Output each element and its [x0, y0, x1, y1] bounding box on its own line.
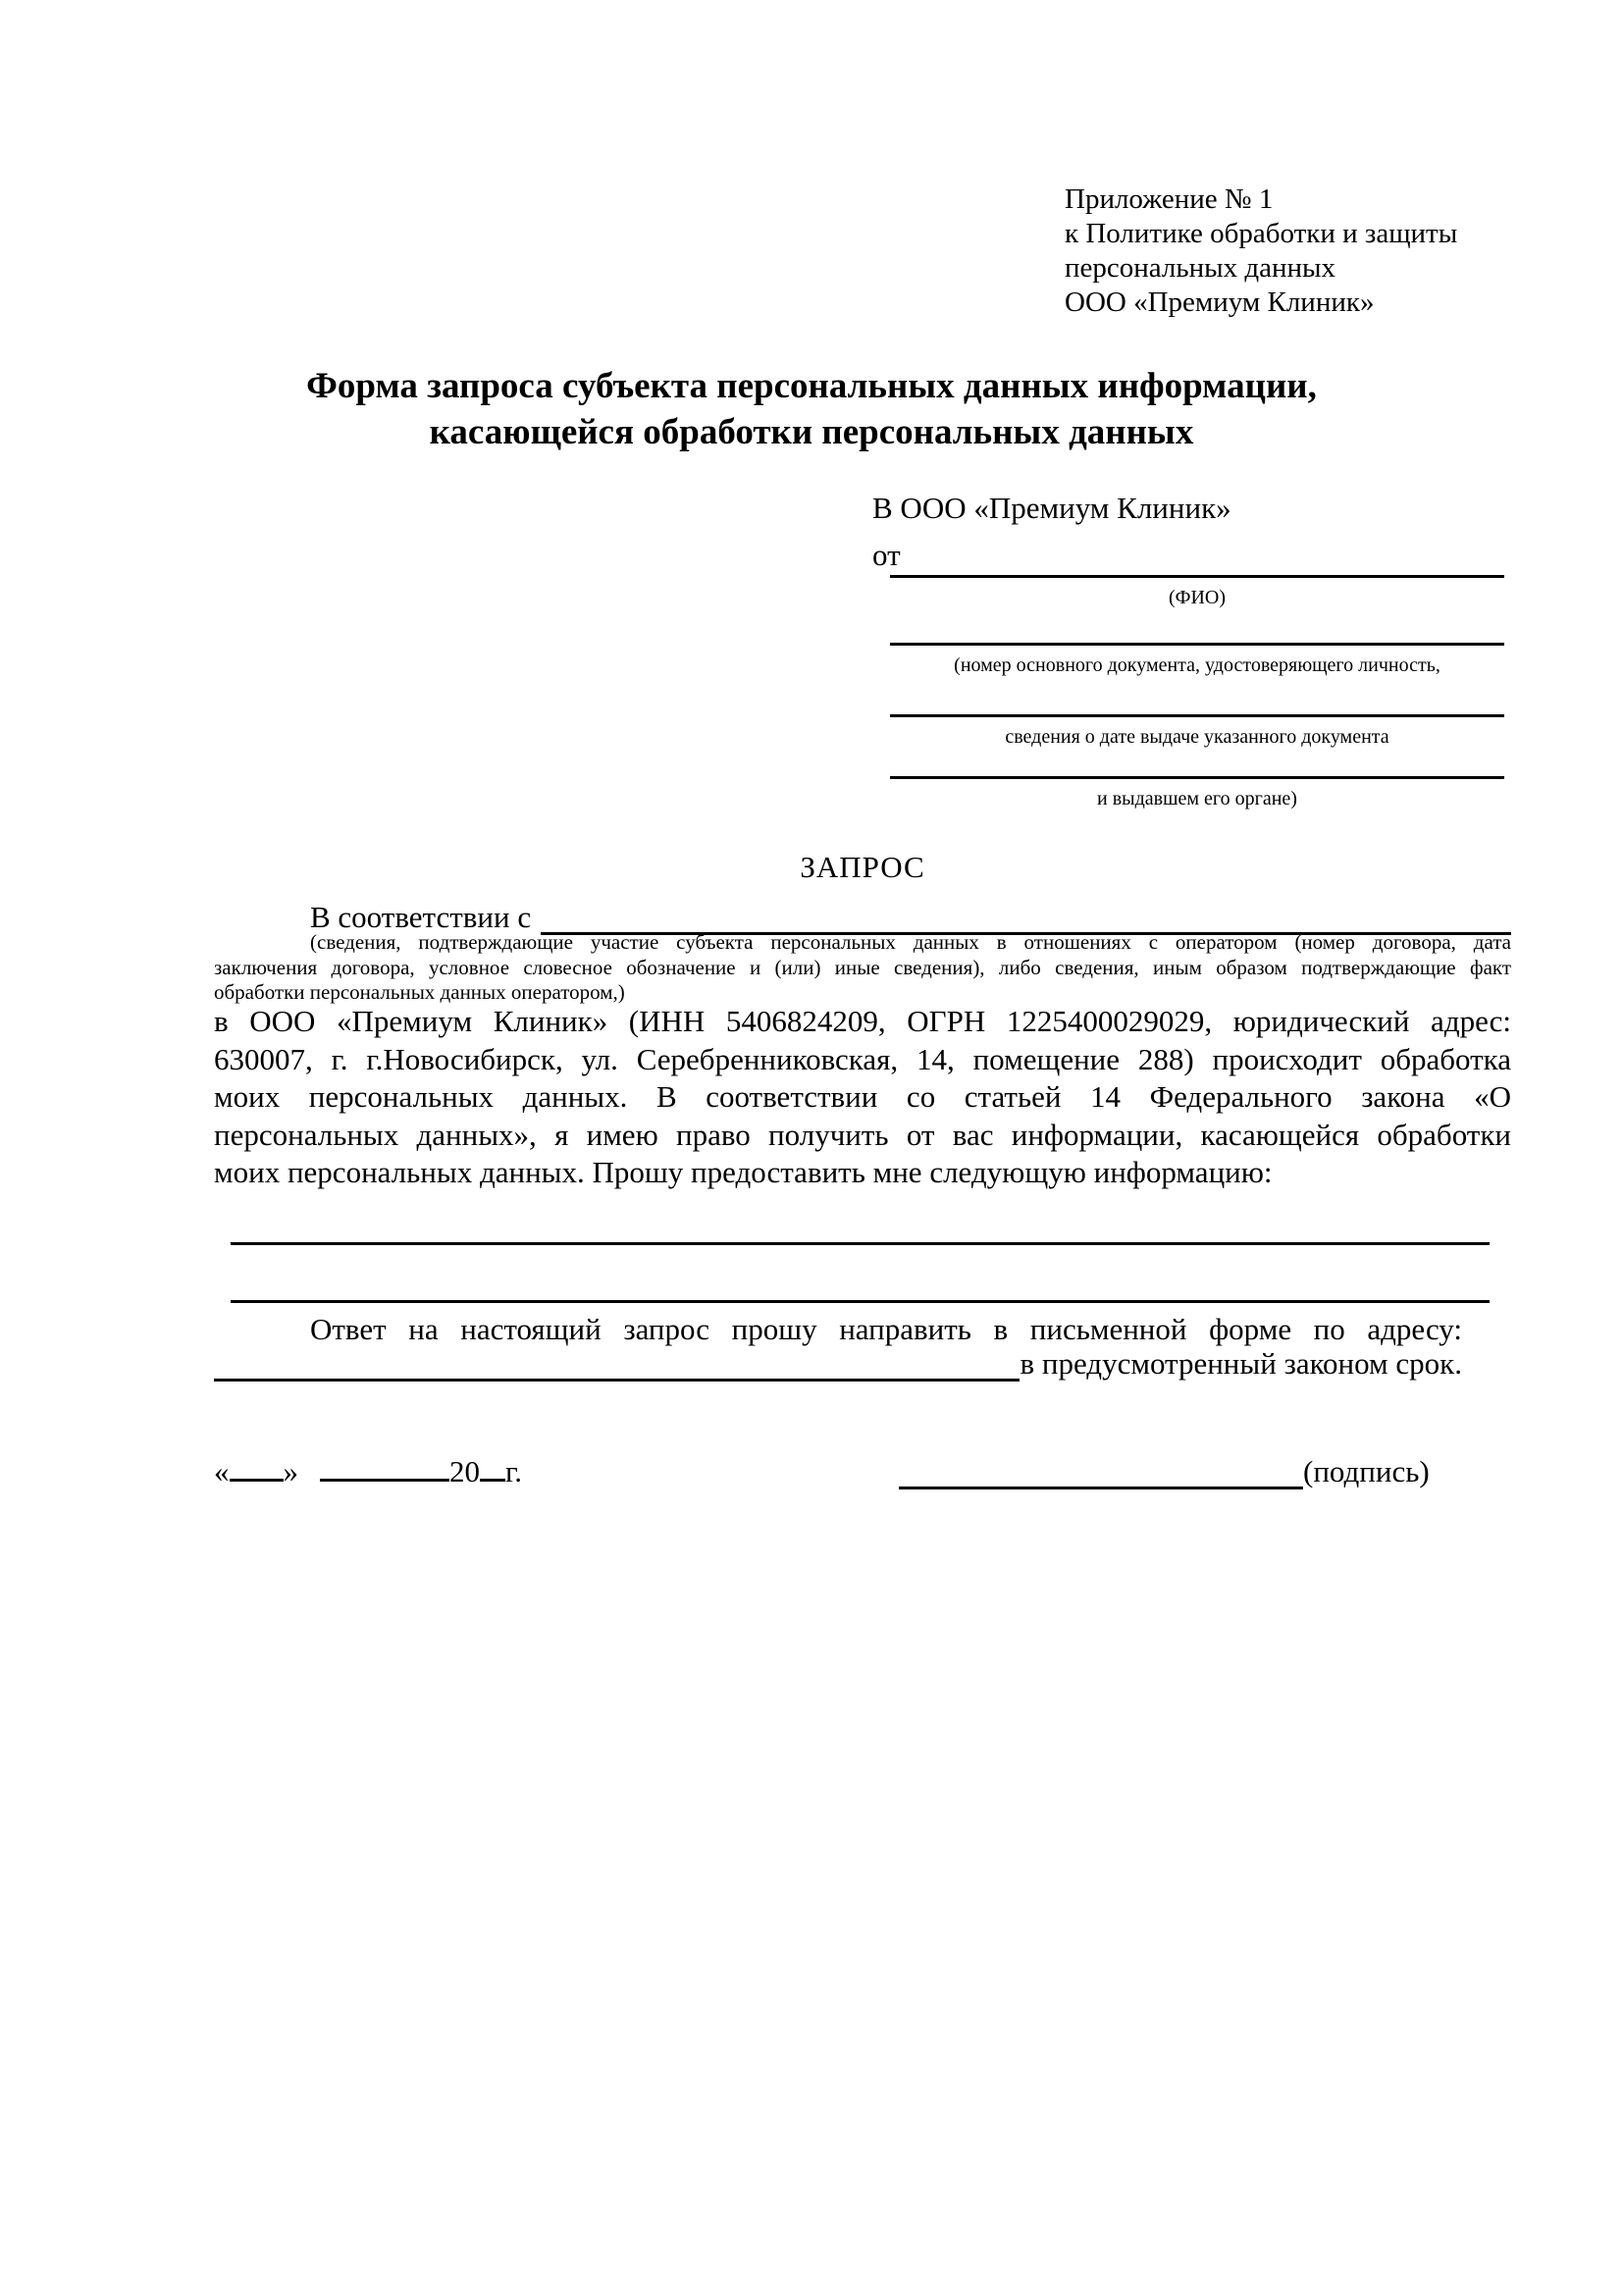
body-line-3: моих персональных данных. В соответствии со статьей 14 Федерального закона «О [214, 1079, 1511, 1115]
appendix-line-2: к Политике обработки и защиты [1065, 218, 1458, 249]
document-issuer-caption: и выдавшем его органе) [1097, 788, 1297, 809]
document-issuer-blank-line [890, 776, 1504, 779]
appendix-reference-block [1065, 183, 1457, 320]
information-blank-line-2 [231, 1300, 1490, 1303]
addressee-block [872, 485, 1231, 579]
date-year-prefix: 20 [449, 1454, 480, 1488]
appendix-line-3: персональных данных [1065, 252, 1336, 284]
reply-tail-text: в предусмотренный законом срок. [1020, 1346, 1462, 1381]
date-close-quote: » [283, 1454, 298, 1488]
reply-address-row [214, 1346, 1462, 1382]
date-year-suffix: г. [505, 1454, 522, 1488]
appendix-line-1: Приложение № 1 [1065, 183, 1274, 215]
fineprint-line-1: (сведения, подтверждающие участие субъекта персональных данных в отношениях с оператором (номер договора, дата [310, 930, 1511, 954]
document-title [98, 363, 1525, 455]
appendix-line-4: ООО «Премиум Клиник» [1065, 287, 1375, 318]
fio-caption: (ФИО) [1168, 587, 1226, 608]
fio-blank-line [890, 575, 1504, 578]
fineprint-line-3: обработки персональных данных оператором,) [214, 980, 625, 1004]
date-row [214, 1454, 522, 1489]
date-day-blank [230, 1454, 284, 1482]
reply-instruction-line: Ответ на настоящий запрос прошу направить в письменной форме по адресу: [310, 1312, 1462, 1346]
request-body-paragraph [214, 1003, 1511, 1192]
document-issue-date-caption: сведения о дате выдаче указанного документа [1005, 726, 1389, 748]
signature-blank-line [899, 1454, 1303, 1489]
document-number-caption: (номер основного документа, удостоверяющего личность, [954, 654, 1440, 676]
addressee-to: В ООО «Премиум Клиник» [872, 491, 1231, 525]
date-month-blank [320, 1454, 449, 1482]
signature-row [899, 1454, 1430, 1489]
document-title-line-2: касающейся обработки персональных данных [429, 412, 1194, 452]
signature-caption: (подпись) [1303, 1454, 1430, 1488]
reply-address-blank-line [214, 1346, 1020, 1382]
document-title-line-1: Форма запроса субъекта персональных данных информации, [306, 366, 1317, 406]
accordance-label: В соответствии с [310, 900, 532, 934]
request-heading: ЗАПРОС [800, 850, 925, 884]
body-line-1: в ООО «Премиум Клиник» (ИНН 5406824209, ОГРН 1225400029029, юридический адрес: [214, 1004, 1511, 1038]
body-line-2: 630007, г. г.Новосибирск, ул. Серебренниковская, 14, помещение 288) происходит обработка [214, 1041, 1511, 1076]
information-blank-line-1 [231, 1242, 1490, 1245]
fineprint-line-2: заключения договора, условное словесное обозначение и (или) иные сведения), либо сведения, иным образом подтверждающие факт [214, 955, 1511, 979]
date-open-quote: « [214, 1454, 230, 1488]
document-number-blank-line [890, 643, 1504, 646]
body-line-5: моих персональных данных. Прошу предоставить мне следующую информацию: [214, 1155, 1273, 1190]
fineprint-note [214, 930, 1511, 1006]
document-issue-date-blank-line [890, 714, 1504, 717]
body-line-4: персональных данных», я имею право получить от вас информации, касающейся обработки [214, 1117, 1511, 1152]
date-year-blank [480, 1454, 505, 1482]
addressee-from-label: от [872, 538, 901, 572]
